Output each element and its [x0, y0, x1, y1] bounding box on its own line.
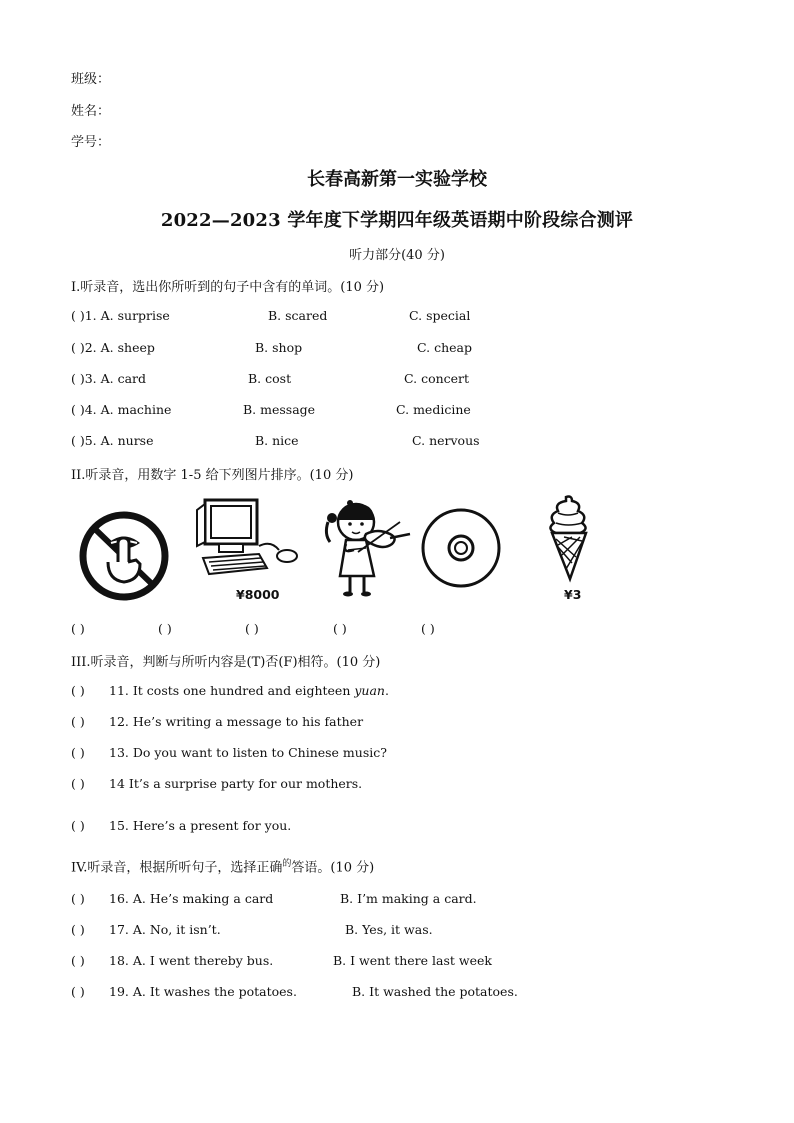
question-text: 15. Here’s a present for you. — [109, 818, 292, 833]
computer-icon — [193, 496, 303, 580]
part3-item — [71, 745, 387, 760]
part2-heading: II.听录音，用数字 1-5 给下列图片排序。(10 分) — [71, 468, 354, 483]
part1-item-c: C. nervous — [412, 433, 480, 448]
option-a: 19. A. It washes the potatoes. — [109, 984, 297, 999]
part3-item — [71, 683, 389, 698]
question-end: . — [384, 683, 389, 698]
question-italic: yuan — [354, 683, 385, 698]
option-a: 18. A. I went thereby bus. — [109, 953, 274, 968]
question-text: 14 It’s a surprise party for our mothers. — [109, 776, 363, 791]
part4-item — [71, 953, 273, 968]
answer-blank[interactable]: ( ) — [333, 621, 347, 636]
answer-blank[interactable]: ( ) — [245, 621, 259, 636]
student-id-label: 学号： — [71, 135, 111, 150]
ice-cream-icon — [544, 493, 594, 583]
part4-item — [71, 984, 297, 999]
part1-item-a: ( )2. A. sheep — [71, 340, 155, 355]
option-b: B. I’m making a card. — [340, 891, 477, 906]
part1-item-b: B. scared — [268, 308, 328, 323]
part1-item-a: ( )5. A. nurse — [71, 433, 154, 448]
answer-blank[interactable]: ( ) — [71, 776, 85, 791]
question-text: 13. Do you want to listen to Chinese music? — [109, 745, 387, 760]
part3-item — [71, 818, 291, 833]
answer-blank[interactable]: ( ) — [71, 683, 85, 698]
part1-item-c: C. medicine — [396, 402, 471, 417]
answer-blank[interactable]: ( ) — [158, 621, 172, 636]
part3-heading: III.听录音，判断与所听内容是(T)否(F)相符。(10 分) — [71, 655, 381, 670]
exam-title: 2022—2023 学年度下学期四年级英语期中阶段综合测评 — [160, 210, 634, 231]
part1-item-b: B. cost — [248, 371, 292, 386]
part1-item-c: C. cheap — [417, 340, 472, 355]
part1-heading: I.听录音，选出你所听到的句子中含有的单词。(10 分) — [71, 280, 385, 295]
option-b: B. Yes, it was. — [345, 922, 433, 937]
part4-item — [71, 922, 221, 937]
part1-item-c: C. concert — [404, 371, 470, 386]
class-label: 班级： — [71, 72, 111, 87]
option-b: B. It washed the potatoes. — [352, 984, 518, 999]
question-text: 12. He’s writing a message to his father — [109, 714, 364, 729]
part4-heading — [71, 856, 374, 875]
answer-blank[interactable]: ( ) — [71, 922, 85, 937]
part4-heading-sup: 的 — [282, 859, 292, 869]
part3-item — [71, 776, 362, 791]
option-a: 17. A. No, it isn’t. — [109, 922, 221, 937]
question-text: 11. It costs one hundred and eighteen — [109, 683, 355, 698]
option-b: B. I went there last week — [333, 953, 492, 968]
section-title: 听力部分(40 分) — [349, 248, 445, 263]
part1-item-b: B. nice — [255, 433, 299, 448]
answer-blank[interactable]: ( ) — [71, 891, 85, 906]
part1-item-a: ( )3. A. card — [71, 371, 147, 386]
part4-heading-end: 答语。(10 分) — [291, 860, 375, 876]
answer-blank[interactable]: ( ) — [71, 984, 85, 999]
name-label: 姓名： — [71, 104, 111, 119]
option-a: 16. A. He’s making a card — [109, 891, 274, 906]
part1-item-b: B. message — [243, 402, 316, 417]
cd-disc-icon — [420, 507, 502, 589]
answer-blank[interactable]: ( ) — [71, 745, 85, 760]
part4-item — [71, 891, 273, 906]
answer-blank[interactable]: ( ) — [421, 621, 435, 636]
part1-item-a: ( )4. A. machine — [71, 402, 172, 417]
answer-blank[interactable]: ( ) — [71, 621, 85, 636]
answer-blank[interactable]: ( ) — [71, 714, 85, 729]
answer-blank[interactable]: ( ) — [71, 953, 85, 968]
computer-price: ¥8000 — [236, 587, 280, 602]
ice-cream-price: ¥3 — [564, 587, 582, 602]
part3-item — [71, 714, 363, 729]
part4-heading-start: IV.听录音，根据所听句子，选择正确 — [71, 860, 283, 876]
answer-blank[interactable]: ( ) — [71, 818, 85, 833]
school-title: 长春高新第一实验学校 — [307, 169, 487, 190]
part1-item-c: C. special — [409, 308, 471, 323]
no-talking-sign-icon — [78, 510, 170, 602]
girl-violin-icon — [318, 494, 414, 598]
part1-item-a: ( )1. A. surprise — [71, 308, 170, 323]
part1-item-b: B. shop — [255, 340, 303, 355]
